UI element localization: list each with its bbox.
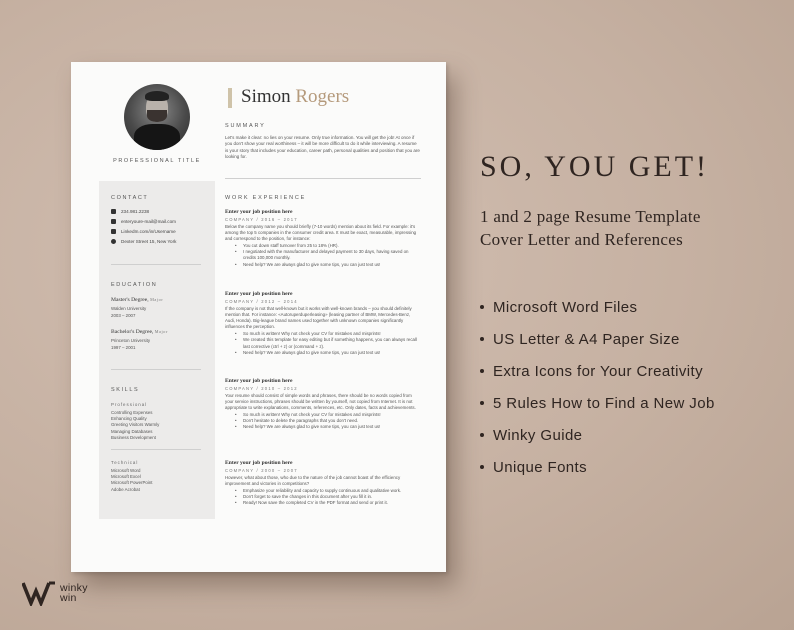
skill-item: Business Development (111, 434, 156, 440)
skills-technical-label: Technical (111, 460, 139, 465)
job-company: COMPANY / 2000 – 2007 (225, 468, 298, 473)
feature-list (480, 291, 715, 483)
job-description: Your resume should consist of simple words and phrases, there should be no words copied from your service instructions, phrases should be written by yourself, not copied from Internet. It is not appropriate to write explanations, comments, references, etc. Only dates, facts and achievements. (225, 393, 416, 411)
job-entry (225, 291, 421, 356)
education-degree: Master's Degree, Major (111, 297, 164, 303)
brand-logo (22, 580, 88, 606)
skill-item: Microsoft Word (111, 468, 141, 473)
feature-item: Extra Icons for Your Creativity (480, 355, 715, 387)
job-entry (225, 378, 421, 431)
divider (111, 264, 201, 265)
skill-item: Microsoft Excel (111, 474, 141, 480)
resume-sidebar (99, 181, 215, 519)
name-accent-bar (228, 88, 232, 108)
promo-subtitle: 1 and 2 page Resume Template Cover Letter and References (480, 207, 701, 249)
feature-item: 5 Rules How to Find a New Job (480, 387, 715, 419)
phone-icon (111, 209, 116, 214)
job-bullet: • Don't forget to save the changes in this document after you fill it in. (225, 494, 421, 500)
education-degree: Bachelor's Degree, Major (111, 329, 168, 335)
job-title: Enter your job position here (225, 378, 293, 384)
feature-item: Microsoft Word Files (480, 291, 715, 323)
job-bullet: • I negotiated with the manufacturer and delayed payment to 30 days, having saved on credits 100,000 monthly. (225, 249, 421, 261)
job-company: COMPANY / 2012 – 2014 (225, 299, 298, 304)
job-bullet: • Emphasize your reliability and capacity to supply continuous and qualitative work. (225, 488, 421, 494)
profile-photo (124, 84, 190, 150)
job-company: COMPANY / 2010 – 2012 (225, 386, 298, 391)
skills-professional-list (111, 410, 159, 441)
job-bullet: • So much is written! Why not check your CV for mistakes and misprints! (225, 412, 421, 418)
job-company: COMPANY / 2016 – 2017 (225, 217, 298, 222)
skill-item: Microsoft PowerPoint (111, 480, 153, 486)
resume-name: Simon Rogers (241, 86, 350, 107)
contact-heading: CONTACT (111, 195, 149, 201)
skill-item: Adobe Acrobat (111, 486, 140, 492)
divider (225, 178, 421, 179)
promo-headline: SO, YOU GET! (480, 150, 710, 183)
summary-text: Let's make it clear: no lies on your resume. Only true information. You will get the job! At once if you don't show your real worthiness – it will be more difficult to do it while interviewing. A resume is your story that includes your education, career path, personal qualities and position that you are looking for. (225, 135, 420, 159)
bullet-icon (480, 369, 484, 373)
skill-item: Enhancing Quality (111, 416, 147, 422)
job-bullet: • Ready! Now save the completed CV in the PDF format and send or print it. (225, 500, 421, 506)
skill-item: Managing Databases (111, 428, 153, 434)
job-description: If the company is not that well-known but it works with well-known brands – you should definitely mention that. For instance: «Autoruperduperleasing» (leasing partner of BMW, Mercedes-Benz, Audi, Honda). Big-league brand names used together with unknown companies significantly influences the perception. (225, 306, 412, 330)
education-heading: EDUCATION (111, 282, 158, 288)
job-bullet: • Don't hesitate to delete the paragraphs that you don't need. (225, 418, 421, 424)
job-entry (225, 209, 421, 268)
feature-item: Winky Guide (480, 419, 715, 451)
job-bullet: • Need help? We are always glad to give some tips, you can just text us! (225, 424, 421, 430)
email-icon (111, 219, 116, 224)
job-entry (225, 460, 421, 506)
job-bullet: • You cut down staff turnover from 25 to 18% (HR). (225, 243, 421, 249)
skill-item: Greeting Visitors Warmly (111, 422, 160, 428)
winky-logo-icon (22, 580, 56, 606)
contact-phone: 234.981.2238 (111, 209, 149, 214)
resume-page (71, 62, 446, 572)
bullet-icon (480, 337, 484, 341)
job-bullet: • So much is written! Why not check your CV for mistakes and misprints! (225, 331, 421, 337)
job-title: Enter your job position here (225, 460, 293, 466)
contact-address: Dexter Street 15, New York (111, 239, 176, 244)
linkedin-icon (111, 229, 116, 234)
bullet-icon (480, 465, 484, 469)
professional-title: PROFESSIONAL TITLE (113, 158, 201, 164)
job-bullet: • Need help? We are always glad to give some tips, you can just text us! (225, 350, 421, 356)
location-pin-icon (111, 239, 116, 244)
education-school: Princeton University 1997 – 2001 (111, 338, 151, 350)
job-bullet: • Need help? We are always glad to give some tips, you can just text us! (225, 262, 421, 268)
divider (111, 369, 201, 370)
feature-item: US Letter & A4 Paper Size (480, 323, 715, 355)
skills-heading: SKILLS (111, 387, 140, 393)
contact-linkedin: LinkedIn.com/in/Username (111, 229, 176, 234)
contact-email: enteryoure-mail@mail.com (111, 219, 176, 224)
job-description: Below the company name you should briefly (7-10 words) mention about its field. For example: it's among the top 5 companies in the consumer credit area. It must be exact, measurable, impressing and correspond to the position, for instance: (225, 224, 417, 242)
skill-item: Controlling Expenses (111, 410, 153, 415)
brand-name: winky win (60, 582, 88, 604)
job-description: However, what about those, who due to the nature of the job cannot boast of the efficiency improvement and victories in competitions? (225, 475, 401, 487)
job-title: Enter your job position here (225, 291, 293, 297)
job-title: Enter your job position here (225, 209, 293, 215)
skills-technical-list (111, 468, 152, 493)
summary-heading: SUMMARY (225, 123, 266, 129)
bullet-icon (480, 433, 484, 437)
bullet-icon (480, 305, 484, 309)
work-heading: WORK EXPERIENCE (225, 195, 307, 201)
education-school: Walden University 2003 – 2007 (111, 306, 147, 318)
skills-professional-label: Professional (111, 402, 148, 407)
bullet-icon (480, 401, 484, 405)
divider (111, 449, 201, 450)
job-bullet: • We created this template for easy editing but if something happens, you can always recall last corrective (ctrl + z) or (command + z). (225, 337, 421, 349)
feature-item: Unique Fonts (480, 451, 715, 483)
